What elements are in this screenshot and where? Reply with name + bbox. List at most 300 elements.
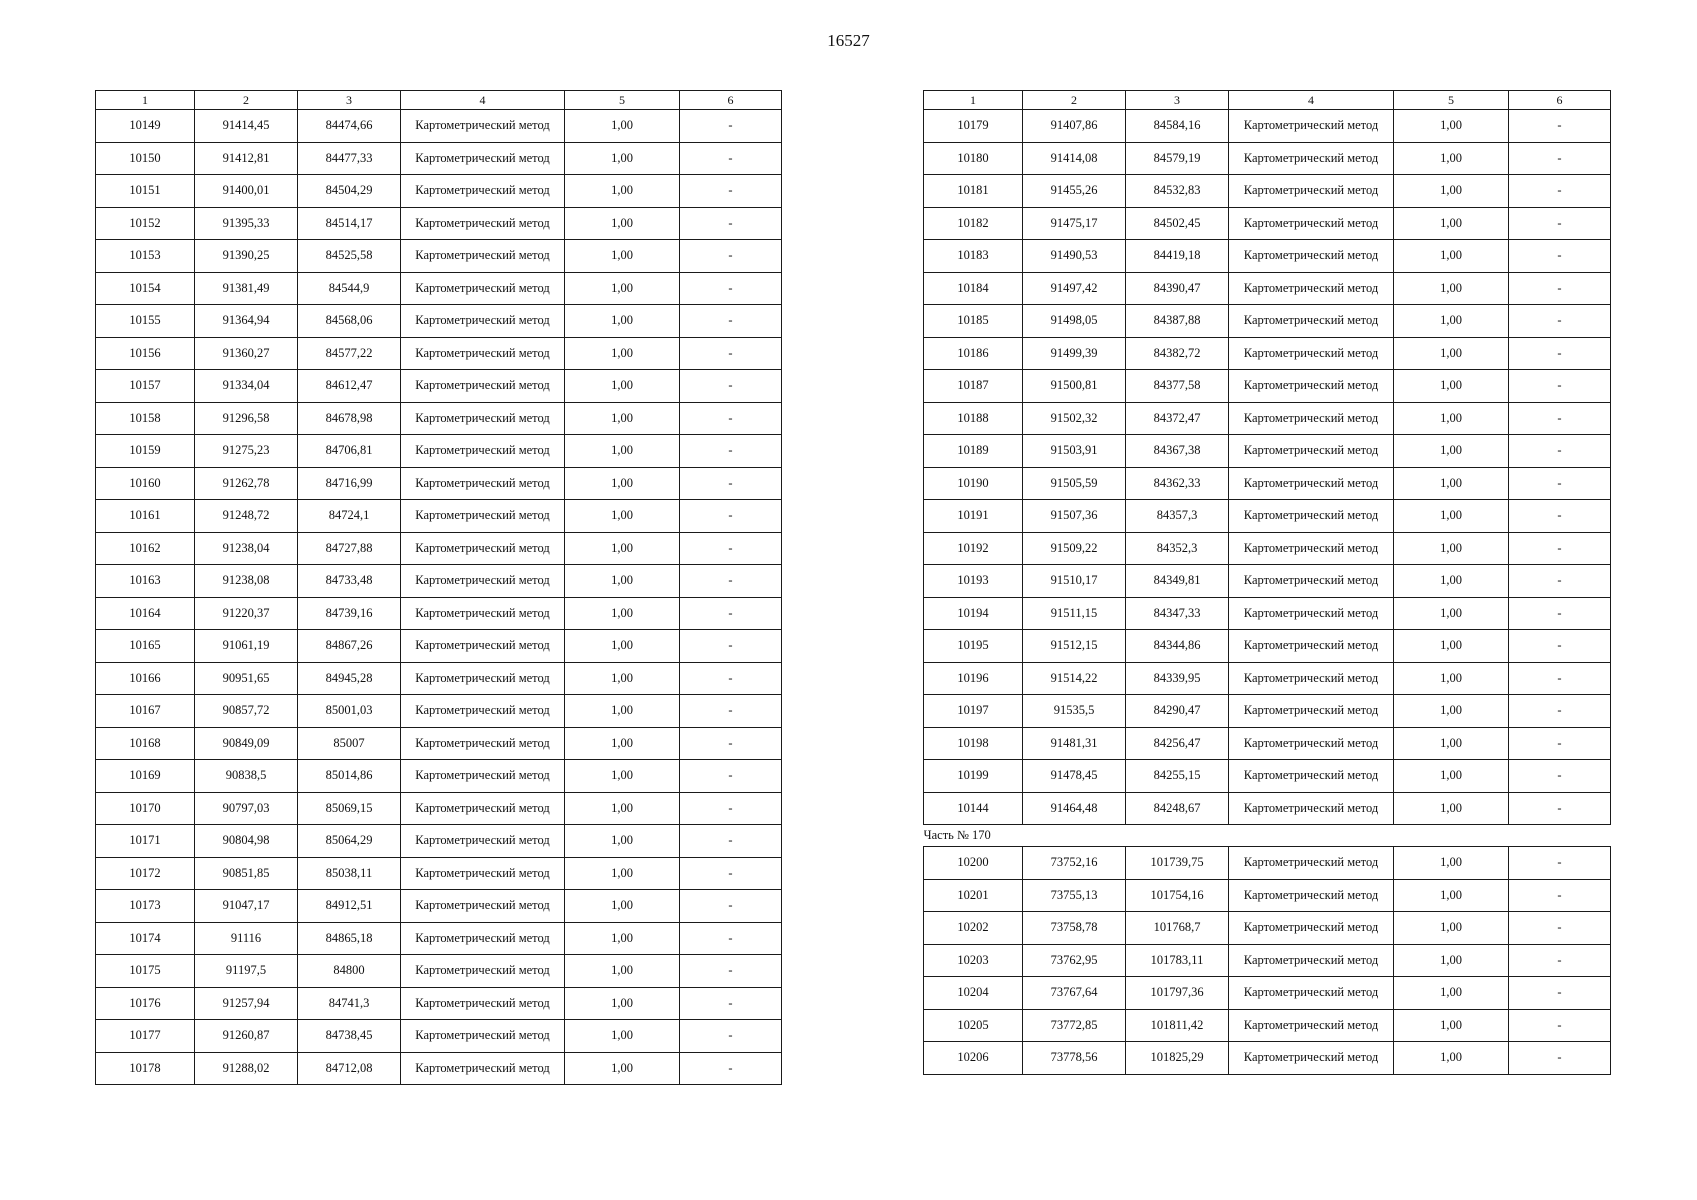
table-row [924,727,1611,760]
coordinate-table-right [923,90,1611,1075]
point-number-cell: 10189 [924,435,1023,468]
point-number-cell: 10165 [96,630,195,663]
description-cell: - [680,110,782,143]
x-coordinate-cell: 91296,58 [195,402,298,435]
y-coordinate-cell: 84733,48 [298,565,401,598]
table-row [924,435,1611,468]
method-cell: Картометрический метод [401,760,565,793]
description-cell: - [680,760,782,793]
point-number-cell: 10174 [96,922,195,955]
accuracy-cell: 1,00 [565,1020,680,1053]
x-coordinate-cell: 91257,94 [195,987,298,1020]
accuracy-cell: 1,00 [565,110,680,143]
description-cell: - [1509,912,1611,945]
description-cell: - [680,630,782,663]
accuracy-cell: 1,00 [565,532,680,565]
x-coordinate-cell: 73767,64 [1023,977,1126,1010]
y-coordinate-cell: 84344,86 [1126,630,1229,663]
method-cell: Картометрический метод [1229,370,1394,403]
table-row [96,597,782,630]
table-row [96,695,782,728]
table-row [924,142,1611,175]
method-cell: Картометрический метод [1229,760,1394,793]
column-header: 4 [1229,91,1394,110]
y-coordinate-cell: 84544,9 [298,272,401,305]
point-number-cell: 10185 [924,305,1023,338]
description-cell: - [1509,207,1611,240]
method-cell: Картометрический метод [401,532,565,565]
y-coordinate-cell: 84577,22 [298,337,401,370]
column-header: 5 [1394,91,1509,110]
point-number-cell: 10192 [924,532,1023,565]
method-cell: Картометрический метод [401,337,565,370]
table-row [96,370,782,403]
table-row [96,272,782,305]
y-coordinate-cell: 84716,99 [298,467,401,500]
accuracy-cell: 1,00 [565,240,680,273]
point-number-cell: 10161 [96,500,195,533]
table-row [924,175,1611,208]
accuracy-cell: 1,00 [1394,110,1509,143]
accuracy-cell: 1,00 [1394,630,1509,663]
table-body [924,110,1611,825]
method-cell: Картометрический метод [401,207,565,240]
y-coordinate-cell: 84579,19 [1126,142,1229,175]
x-coordinate-cell: 90951,65 [195,662,298,695]
method-cell: Картометрический метод [1229,597,1394,630]
column-header: 6 [680,91,782,110]
point-number-cell: 10167 [96,695,195,728]
method-cell: Картометрический метод [1229,272,1394,305]
description-cell: - [680,207,782,240]
point-number-cell: 10184 [924,272,1023,305]
description-cell: - [680,987,782,1020]
description-cell: - [680,240,782,273]
x-coordinate-cell: 91535,5 [1023,695,1126,728]
y-coordinate-cell: 84347,33 [1126,597,1229,630]
description-cell: - [1509,977,1611,1010]
x-coordinate-cell: 91414,45 [195,110,298,143]
table-row [96,857,782,890]
point-number-cell: 10172 [96,857,195,890]
point-number-cell: 10191 [924,500,1023,533]
point-number-cell: 10188 [924,402,1023,435]
y-coordinate-cell: 84945,28 [298,662,401,695]
table-row [924,630,1611,663]
y-coordinate-cell: 84912,51 [298,890,401,923]
point-number-cell: 10187 [924,370,1023,403]
y-coordinate-cell: 84706,81 [298,435,401,468]
point-number-cell: 10201 [924,879,1023,912]
description-cell: - [1509,402,1611,435]
accuracy-cell: 1,00 [1394,695,1509,728]
x-coordinate-cell: 91511,15 [1023,597,1126,630]
x-coordinate-cell: 73758,78 [1023,912,1126,945]
x-coordinate-cell: 73778,56 [1023,1042,1126,1075]
method-cell: Картометрический метод [401,825,565,858]
point-number-cell: 10193 [924,565,1023,598]
method-cell: Картометрический метод [401,142,565,175]
x-coordinate-cell: 91047,17 [195,890,298,923]
description-cell: - [680,1052,782,1085]
table-row [96,987,782,1020]
y-coordinate-cell: 84532,83 [1126,175,1229,208]
method-cell: Картометрический метод [1229,727,1394,760]
method-cell: Картометрический метод [401,857,565,890]
x-coordinate-cell: 91505,59 [1023,467,1126,500]
accuracy-cell: 1,00 [1394,467,1509,500]
method-cell: Картометрический метод [401,500,565,533]
page-number: 16527 [827,31,870,50]
point-number-cell: 10177 [96,1020,195,1053]
point-number-cell: 10175 [96,955,195,988]
table-row [96,662,782,695]
x-coordinate-cell: 91498,05 [1023,305,1126,338]
table-row [96,142,782,175]
point-number-cell: 10194 [924,597,1023,630]
y-coordinate-cell: 84382,72 [1126,337,1229,370]
table-row [924,207,1611,240]
x-coordinate-cell: 91497,42 [1023,272,1126,305]
method-cell: Картометрический метод [1229,662,1394,695]
table-row [924,760,1611,793]
description-cell: - [1509,240,1611,273]
table-row [96,402,782,435]
point-number-cell: 10196 [924,662,1023,695]
accuracy-cell: 1,00 [565,402,680,435]
y-coordinate-cell: 84525,58 [298,240,401,273]
point-number-cell: 10152 [96,207,195,240]
method-cell: Картометрический метод [1229,847,1394,880]
method-cell: Картометрический метод [1229,207,1394,240]
x-coordinate-cell: 91503,91 [1023,435,1126,468]
point-number-cell: 10206 [924,1042,1023,1075]
description-cell: - [680,142,782,175]
point-number-cell: 10198 [924,727,1023,760]
point-number-cell: 10176 [96,987,195,1020]
x-coordinate-cell: 73762,95 [1023,944,1126,977]
description-cell: - [1509,944,1611,977]
accuracy-cell: 1,00 [1394,305,1509,338]
point-number-cell: 10199 [924,760,1023,793]
point-number-cell: 10163 [96,565,195,598]
table-row [96,955,782,988]
method-cell: Картометрический метод [1229,1009,1394,1042]
point-number-cell: 10162 [96,532,195,565]
point-number-cell: 10178 [96,1052,195,1085]
description-cell: - [1509,847,1611,880]
description-cell: - [1509,175,1611,208]
y-coordinate-cell: 84349,81 [1126,565,1229,598]
y-coordinate-cell: 84352,3 [1126,532,1229,565]
method-cell: Картометрический метод [401,662,565,695]
y-coordinate-cell: 84867,26 [298,630,401,663]
y-coordinate-cell: 84724,1 [298,500,401,533]
description-cell: - [1509,1009,1611,1042]
description-cell: - [1509,370,1611,403]
description-cell: - [680,467,782,500]
section-row [924,825,1611,847]
method-cell: Картометрический метод [1229,565,1394,598]
accuracy-cell: 1,00 [1394,912,1509,945]
accuracy-cell: 1,00 [565,825,680,858]
table-row [96,792,782,825]
accuracy-cell: 1,00 [1394,977,1509,1010]
table-row [96,305,782,338]
description-cell: - [680,402,782,435]
description-cell: - [680,565,782,598]
description-cell: - [1509,792,1611,825]
point-number-cell: 10164 [96,597,195,630]
y-coordinate-cell: 84612,47 [298,370,401,403]
description-cell: - [680,1020,782,1053]
y-coordinate-cell: 85064,29 [298,825,401,858]
table-row [96,337,782,370]
x-coordinate-cell: 91464,48 [1023,792,1126,825]
point-number-cell: 10202 [924,912,1023,945]
description-cell: - [680,662,782,695]
table-row [96,922,782,955]
x-coordinate-cell: 90849,09 [195,727,298,760]
x-coordinate-cell: 73752,16 [1023,847,1126,880]
accuracy-cell: 1,00 [1394,1042,1509,1075]
x-coordinate-cell: 91220,37 [195,597,298,630]
x-coordinate-cell: 73772,85 [1023,1009,1126,1042]
description-cell: - [680,175,782,208]
header-row [96,91,782,110]
description-cell: - [1509,337,1611,370]
point-number-cell: 10205 [924,1009,1023,1042]
x-coordinate-cell: 91475,17 [1023,207,1126,240]
accuracy-cell: 1,00 [1394,760,1509,793]
method-cell: Картометрический метод [401,727,565,760]
method-cell: Картометрический метод [1229,912,1394,945]
table-body [96,110,782,1085]
table-row [96,532,782,565]
point-number-cell: 10158 [96,402,195,435]
table-row [96,760,782,793]
table-row [924,402,1611,435]
description-cell: - [680,597,782,630]
x-coordinate-cell: 91061,19 [195,630,298,663]
y-coordinate-cell: 84255,15 [1126,760,1229,793]
x-coordinate-cell: 91455,26 [1023,175,1126,208]
accuracy-cell: 1,00 [1394,532,1509,565]
x-coordinate-cell: 91395,33 [195,207,298,240]
y-coordinate-cell: 84739,16 [298,597,401,630]
method-cell: Картометрический метод [1229,402,1394,435]
y-coordinate-cell: 84377,58 [1126,370,1229,403]
method-cell: Картометрический метод [401,305,565,338]
accuracy-cell: 1,00 [1394,944,1509,977]
method-cell: Картометрический метод [1229,240,1394,273]
x-coordinate-cell: 91260,87 [195,1020,298,1053]
x-coordinate-cell: 91197,5 [195,955,298,988]
table-row [924,240,1611,273]
point-number-cell: 10156 [96,337,195,370]
point-number-cell: 10180 [924,142,1023,175]
accuracy-cell: 1,00 [565,565,680,598]
method-cell: Картометрический метод [1229,305,1394,338]
y-coordinate-cell: 84339,95 [1126,662,1229,695]
table-row [924,597,1611,630]
point-number-cell: 10190 [924,467,1023,500]
x-coordinate-cell: 91364,94 [195,305,298,338]
y-coordinate-cell: 84474,66 [298,110,401,143]
point-number-cell: 10159 [96,435,195,468]
accuracy-cell: 1,00 [1394,879,1509,912]
accuracy-cell: 1,00 [565,922,680,955]
accuracy-cell: 1,00 [1394,240,1509,273]
y-coordinate-cell: 101811,42 [1126,1009,1229,1042]
x-coordinate-cell: 90797,03 [195,792,298,825]
x-coordinate-cell: 91360,27 [195,337,298,370]
description-cell: - [680,337,782,370]
x-coordinate-cell: 91514,22 [1023,662,1126,695]
y-coordinate-cell: 84678,98 [298,402,401,435]
table-row [924,792,1611,825]
accuracy-cell: 1,00 [565,857,680,890]
description-cell: - [680,890,782,923]
table-row [924,662,1611,695]
description-cell: - [680,825,782,858]
x-coordinate-cell: 91499,39 [1023,337,1126,370]
description-cell: - [1509,727,1611,760]
method-cell: Картометрический метод [401,792,565,825]
table-row [96,727,782,760]
accuracy-cell: 1,00 [1394,402,1509,435]
point-number-cell: 10166 [96,662,195,695]
y-coordinate-cell: 84387,88 [1126,305,1229,338]
x-coordinate-cell: 91407,86 [1023,110,1126,143]
point-number-cell: 10149 [96,110,195,143]
method-cell: Картометрический метод [1229,695,1394,728]
table-row [924,110,1611,143]
x-coordinate-cell: 91238,08 [195,565,298,598]
table-row [924,305,1611,338]
y-coordinate-cell: 84390,47 [1126,272,1229,305]
table-row [96,630,782,663]
accuracy-cell: 1,00 [565,760,680,793]
table-row [96,175,782,208]
x-coordinate-cell: 91248,72 [195,500,298,533]
x-coordinate-cell: 91390,25 [195,240,298,273]
x-coordinate-cell: 73755,13 [1023,879,1126,912]
accuracy-cell: 1,00 [565,142,680,175]
accuracy-cell: 1,00 [565,175,680,208]
x-coordinate-cell: 91481,31 [1023,727,1126,760]
method-cell: Картометрический метод [401,630,565,663]
point-number-cell: 10200 [924,847,1023,880]
point-number-cell: 10170 [96,792,195,825]
point-number-cell: 10173 [96,890,195,923]
accuracy-cell: 1,00 [565,727,680,760]
accuracy-cell: 1,00 [1394,337,1509,370]
table-row [924,370,1611,403]
method-cell: Картометрический метод [401,987,565,1020]
table-row [96,1052,782,1085]
accuracy-cell: 1,00 [1394,435,1509,468]
method-cell: Картометрический метод [401,565,565,598]
method-cell: Картометрический метод [401,402,565,435]
y-coordinate-cell: 84357,3 [1126,500,1229,533]
y-coordinate-cell: 101739,75 [1126,847,1229,880]
accuracy-cell: 1,00 [1394,272,1509,305]
method-cell: Картометрический метод [1229,467,1394,500]
table-row [924,467,1611,500]
table-row [96,207,782,240]
y-coordinate-cell: 84362,33 [1126,467,1229,500]
table-row [924,337,1611,370]
y-coordinate-cell: 84568,06 [298,305,401,338]
description-cell: - [1509,110,1611,143]
point-number-cell: 10155 [96,305,195,338]
description-cell: - [1509,435,1611,468]
accuracy-cell: 1,00 [1394,727,1509,760]
table-row [924,272,1611,305]
method-cell: Картометрический метод [401,175,565,208]
point-number-cell: 10157 [96,370,195,403]
column-header: 5 [565,91,680,110]
point-number-cell: 10182 [924,207,1023,240]
point-number-cell: 10168 [96,727,195,760]
accuracy-cell: 1,00 [565,987,680,1020]
column-header: 1 [924,91,1023,110]
table-row [924,500,1611,533]
accuracy-cell: 1,00 [565,435,680,468]
method-cell: Картометрический метод [1229,1042,1394,1075]
table-row [924,565,1611,598]
column-header: 3 [1126,91,1229,110]
method-cell: Картометрический метод [401,435,565,468]
description-cell: - [1509,597,1611,630]
point-number-cell: 10169 [96,760,195,793]
table-row [924,1042,1611,1075]
description-cell: - [680,305,782,338]
description-cell: - [1509,760,1611,793]
x-coordinate-cell: 91500,81 [1023,370,1126,403]
accuracy-cell: 1,00 [1394,847,1509,880]
accuracy-cell: 1,00 [1394,500,1509,533]
point-number-cell: 10195 [924,630,1023,663]
description-cell: - [1509,695,1611,728]
accuracy-cell: 1,00 [565,337,680,370]
y-coordinate-cell: 84712,08 [298,1052,401,1085]
y-coordinate-cell: 84800 [298,955,401,988]
table-row [96,500,782,533]
y-coordinate-cell: 84372,47 [1126,402,1229,435]
x-coordinate-cell: 91275,23 [195,435,298,468]
y-coordinate-cell: 84584,16 [1126,110,1229,143]
description-cell: - [1509,879,1611,912]
point-number-cell: 10153 [96,240,195,273]
x-coordinate-cell: 91412,81 [195,142,298,175]
method-cell: Картометрический метод [1229,175,1394,208]
accuracy-cell: 1,00 [565,500,680,533]
table-row [924,847,1611,880]
y-coordinate-cell: 84741,3 [298,987,401,1020]
point-number-cell: 10186 [924,337,1023,370]
description-cell: - [680,500,782,533]
accuracy-cell: 1,00 [565,597,680,630]
y-coordinate-cell: 101825,29 [1126,1042,1229,1075]
point-number-cell: 10197 [924,695,1023,728]
method-cell: Картометрический метод [1229,879,1394,912]
accuracy-cell: 1,00 [565,662,680,695]
point-number-cell: 10203 [924,944,1023,977]
description-cell: - [1509,142,1611,175]
accuracy-cell: 1,00 [565,695,680,728]
